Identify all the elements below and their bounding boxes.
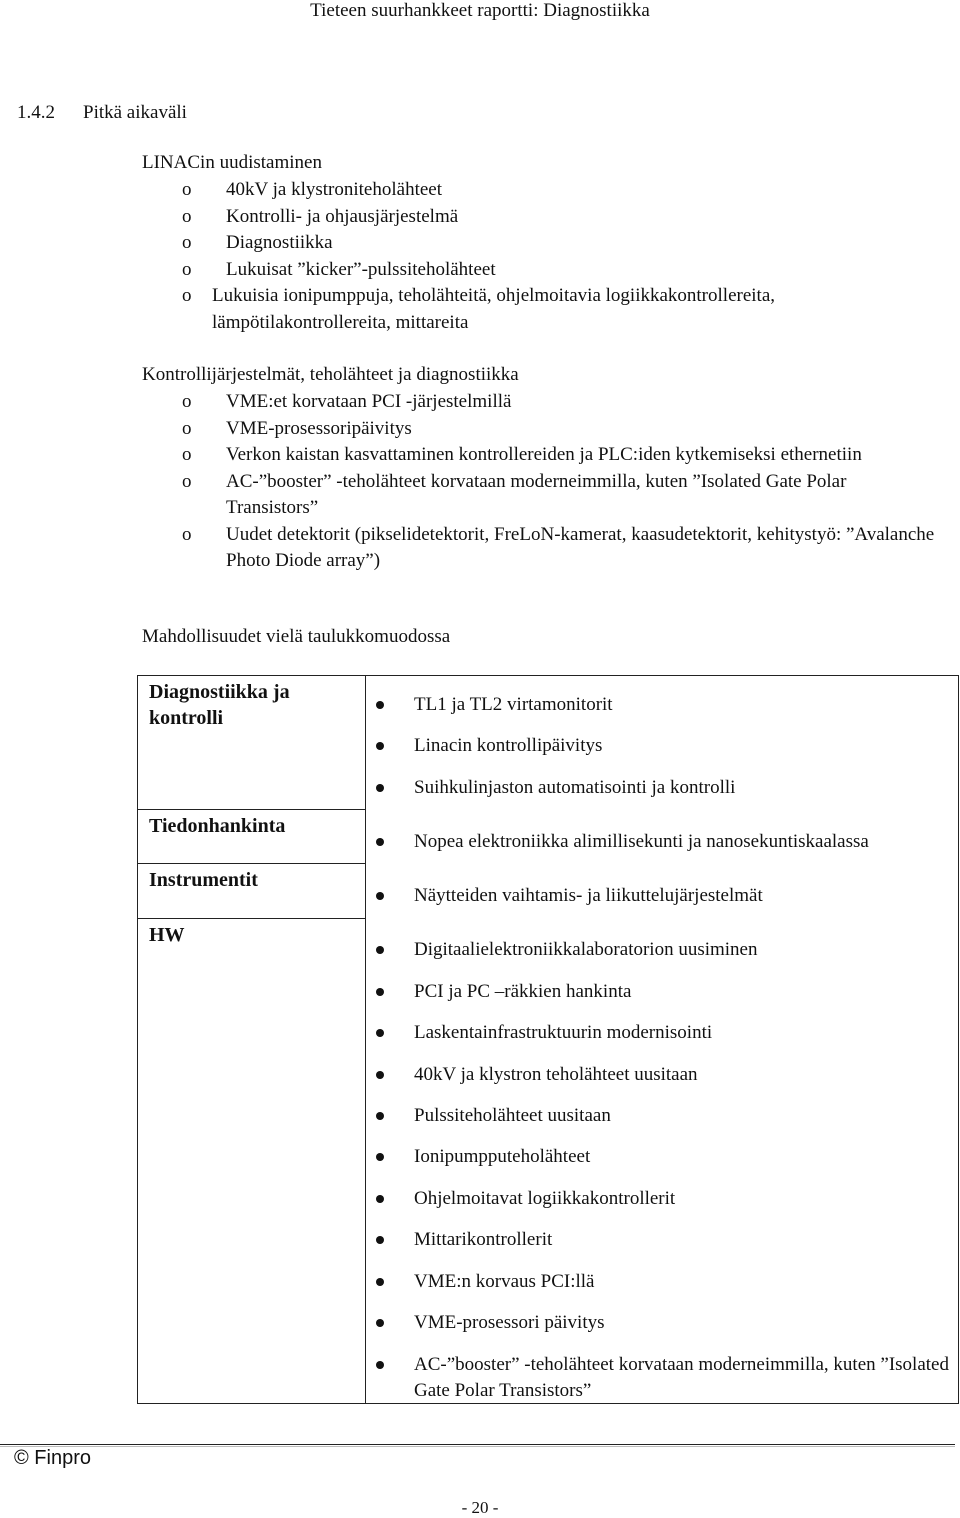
list-item: Linacin kontrollipäivitys <box>376 733 954 759</box>
footer-divider-thin <box>0 1446 955 1447</box>
list-item: o VME-prosessoripäivitys <box>182 416 942 443</box>
list-item: VME-prosessori päivitys <box>376 1310 954 1336</box>
bullet-icon <box>376 838 384 846</box>
bullet-icon <box>376 892 384 900</box>
list-item: AC-”booster” -teholähteet korvataan moderneimmilla, kuten ”Isolated Gate Polar Transistors” <box>376 1352 954 1404</box>
list-item: Nopea elektroniikka alimillisekunti ja nanosekuntiskaalassa <box>376 829 954 855</box>
page-header: Tieteen suurhankkeet raportti: Diagnostiikka <box>310 0 650 21</box>
list-item: Ohjelmoitavat logiikkakontrollerit <box>376 1186 954 1212</box>
list-item: Ionipumpputeholähteet <box>376 1144 954 1170</box>
linac-list <box>182 177 942 336</box>
bullet-o-icon: o <box>182 205 192 227</box>
category-cell: HW <box>149 924 185 946</box>
list-item: 40kV ja klystron teholähteet uusitaan <box>376 1062 954 1088</box>
bullet-o-icon: o <box>182 523 192 545</box>
linac-title: LINACin uudistaminen <box>142 152 322 173</box>
bullet-o-icon: o <box>182 285 192 306</box>
bullet-o-icon: o <box>182 258 192 280</box>
list-item: o Lukuisat ”kicker”-pulssiteholähteet <box>182 257 942 284</box>
bullet-icon <box>376 988 384 996</box>
list-item: o AC-”booster” -teholähteet korvataan moderneimmilla, kuten ”Isolated Gate Polar Transistors” <box>182 470 847 518</box>
bullet-icon <box>376 1071 384 1079</box>
bullet-icon <box>376 1278 384 1286</box>
list-item: o VME:et korvataan PCI -järjestelmillä <box>182 389 942 416</box>
bullet-icon <box>376 946 384 954</box>
bullet-icon <box>376 784 384 792</box>
list-item: VME:n korvaus PCI:llä <box>376 1269 954 1295</box>
page-number: - 20 - <box>461 1498 499 1517</box>
bullet-icon <box>376 742 384 750</box>
footer-divider <box>0 1444 955 1445</box>
bullet-icon <box>376 701 384 709</box>
bullet-o-icon: o <box>182 232 192 253</box>
list-item: o Kontrolli- ja ohjausjärjestelmä <box>182 204 942 231</box>
list-item: Laskentainfrastruktuurin modernisointi <box>376 1020 954 1046</box>
footer-copyright: © Finpro <box>14 1447 91 1469</box>
opportunities-table <box>137 675 959 1404</box>
bullet-o-icon: o <box>182 417 192 439</box>
bullet-icon <box>376 1319 384 1327</box>
category-cell: Diagnostiikka ja kontrolli <box>138 676 365 810</box>
kontrolli-list <box>182 389 942 575</box>
bullet-o-icon: o <box>182 179 192 200</box>
list-item: o Lukuisia ionipumppuja, teholähteitä, ohjelmoitavia logiikkakontrollereita, lämpötilakontrollereita, mittareita <box>182 285 776 333</box>
list-item: Mittarikontrollerit <box>376 1227 954 1253</box>
list-item: Suihkulinjaston automatisointi ja kontrolli <box>376 775 954 801</box>
list-item: TL1 ja TL2 virtamonitorit <box>376 692 954 718</box>
bullet-icon <box>376 1029 384 1037</box>
list-item: o Verkon kaistan kasvattaminen kontrollereiden ja PLC:iden kytkemiseksi ethernetiin <box>182 442 942 469</box>
list-item: Pulssiteholähteet uusitaan <box>376 1103 954 1129</box>
category-column <box>138 676 366 1403</box>
bullet-icon <box>376 1195 384 1203</box>
list-item: Näytteiden vaihtamis- ja liikuttelujärjestelmät <box>376 883 954 909</box>
list-item: PCI ja PC –räkkien hankinta <box>376 979 954 1005</box>
bullet-icon <box>376 1361 384 1369</box>
bullet-icon <box>376 1153 384 1161</box>
category-cell: Tiedonhankinta <box>138 810 365 864</box>
section-heading <box>17 102 187 124</box>
section-number: 1.4.2 <box>17 102 55 123</box>
list-item: Digitaalielektroniikkalaboratorion uusiminen <box>376 937 954 963</box>
list-item: o 40kV ja klystroniteholähteet <box>182 177 942 204</box>
list-item: o Diagnostiikka <box>182 230 942 257</box>
bullet-icon <box>376 1112 384 1120</box>
section-title: Pitkä aikaväli <box>83 102 187 123</box>
kontrolli-title: Kontrollijärjestelmät, teholähteet ja diagnostiikka <box>142 364 519 385</box>
bullet-icon <box>376 1236 384 1244</box>
bullet-o-icon: o <box>182 444 192 465</box>
bullet-o-icon: o <box>182 470 192 492</box>
bullet-o-icon: o <box>182 391 192 412</box>
table-intro: Mahdollisuudet vielä taulukkomuodossa <box>142 626 451 647</box>
category-cell: Instrumentit <box>138 864 365 919</box>
list-item: o Uudet detektorit (pikselidetektorit, FreLoN-kamerat, kaasudetektorit, kehitystyö: ”Avalanche Photo Diode array”) <box>182 523 935 571</box>
